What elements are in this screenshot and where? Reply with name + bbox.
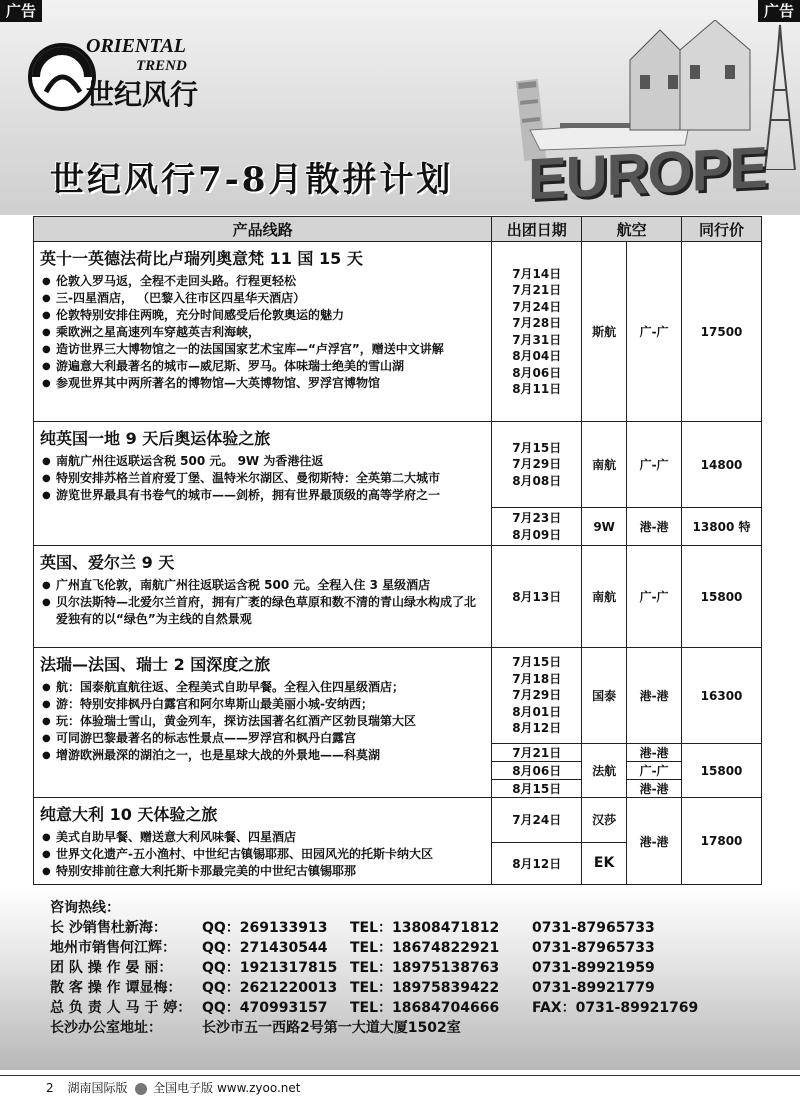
route-point: ● 伦敦特别安排住两晚，充分时间感受后伦敦奥运的魅力 [40, 307, 485, 324]
route-point: ● 游：特别安排枫丹白露宫和阿尔卑斯山最美丽小城-安纳西； [40, 696, 485, 713]
port: 广-广 [627, 422, 682, 508]
logo-text-trend: TREND [136, 58, 187, 74]
route-point: ● 三-四星酒店， （巴黎入往市区四星华天酒店） [40, 290, 485, 307]
site-link[interactable]: 全国电子版 www.zyoo.net [153, 1081, 301, 1095]
contact-qq: QQ：2621220013 [202, 980, 338, 996]
contact-phone: 0731-87965733 [532, 920, 655, 936]
header-date: 出团日期 [492, 217, 582, 242]
contact-tel: TEL：18684704666 [350, 1000, 500, 1016]
route-point: ● 乘欧洲之星高速列车穿越英吉利海峡， [40, 324, 485, 341]
port: 港-港 [627, 648, 682, 744]
route-title: 英十一英德法荷比卢瑞列奥意梵 11 国 15 天 [40, 249, 363, 268]
contact-heading: 咨询热线： [50, 900, 120, 916]
price: 17800 [682, 798, 762, 885]
price: 13800 特 [682, 508, 762, 546]
contact-tel: TEL：13808471812 [350, 920, 500, 936]
table-row [34, 798, 762, 843]
header-price: 同行价 [682, 217, 762, 242]
contact-qq: QQ：269133913 [202, 920, 328, 936]
departure-dates: 7月14日 7月21日 7月24日 7月28日 7月31日 8月04日 8月06日 8月11日 [492, 242, 582, 422]
edition-name: 湖南国际版 [67, 1081, 128, 1095]
departure-dates: 8月13日 [492, 546, 582, 648]
route-point: ● 伦敦入罗马返，全程不走回头路。行程更轻松 [40, 273, 485, 290]
route-title: 法瑞—法国、瑞士 2 国深度之旅 [40, 655, 271, 674]
contact-qq: QQ：271430544 [202, 940, 328, 956]
airline: 南航 [582, 422, 627, 508]
contact-row [50, 978, 750, 998]
route-point: ● 广州直飞伦敦，南航广州往返联运含税 500 元。全程入住 3 星级酒店 [40, 577, 485, 594]
table-row [34, 242, 762, 422]
route-point: ● 贝尔法斯特—北爱尔兰首府，拥有广袤的绿色草原和数不清的青山绿水构成了北爱独有的以“绿色”为主线的自然景观 [40, 594, 485, 628]
route-point: ● 南航广州往返联运含税 500 元。 9W 为香港往返 [40, 453, 485, 470]
table-header-row [34, 217, 762, 242]
header-airline: 航空 [582, 217, 682, 242]
port: 港-港 [627, 780, 682, 798]
contact-row [50, 918, 750, 938]
address: 长沙市五一西路2号第一大道大厦1502室 [202, 1020, 461, 1036]
route-point: ● 特别安排前往意大利托斯卡那最完美的中世纪古镇锡耶那 [40, 863, 485, 880]
contact-tel: TEL：18975839422 [350, 980, 500, 996]
route-cell [34, 546, 492, 648]
header-route: 产品线路 [34, 217, 492, 242]
price: 15800 [682, 546, 762, 648]
contact-tel: TEL：18674822921 [350, 940, 500, 956]
contact-name: 长 沙销售杜新海： [50, 920, 167, 936]
departure-date: 7月24日 [492, 798, 582, 843]
contact-phone: 0731-89921959 [532, 960, 655, 976]
contact-name: 地州市销售何江辉： [50, 940, 176, 956]
route-point: ● 游览世界最具有书卷气的城市——剑桥，拥有世界最顶级的高等学府之一 [40, 487, 485, 504]
contact-name: 散 客 操 作 谭显梅： [50, 980, 182, 996]
airline: EK [582, 842, 627, 885]
airline: 国泰 [582, 648, 627, 744]
page-footer [0, 1075, 800, 1101]
port: 港-港 [627, 744, 682, 762]
contact-phone: FAX：0731-89921769 [532, 1000, 699, 1016]
globe-icon [135, 1083, 147, 1095]
contact-qq: QQ：1921317815 [202, 960, 338, 976]
price: 16300 [682, 648, 762, 744]
address-label: 长沙办公室地址： [50, 1020, 162, 1036]
route-title: 纯意大利 10 天体验之旅 [40, 805, 218, 824]
route-point: ● 玩：体验瑞士雪山，黄金列车，探访法国著名红酒产区勃艮瑞第大区 [40, 713, 485, 730]
tour-schedule-table [33, 216, 762, 885]
port: 港-港 [627, 508, 682, 546]
route-cell [34, 422, 492, 546]
route-point: ● 可同游巴黎最著名的标志性景点——罗浮宫和枫丹白露宫 [40, 730, 485, 747]
route-point: ● 造访世界三大博物馆之一的法国国家艺术宝库—“卢浮宫”，赠送中文讲解 [40, 341, 485, 358]
address-row [50, 1018, 750, 1038]
route-point: ● 游遍意大利最著名的城市—威尼斯、罗马。体味瑞士绝美的雪山湖 [40, 358, 485, 375]
route-point: ● 增游欧洲最深的湖泊之一，也是星球大战的外景地——科莫湖 [40, 747, 485, 764]
contact-row [50, 938, 750, 958]
port: 港-港 [627, 798, 682, 885]
logo-text-chinese: 世纪风行 [86, 78, 199, 111]
port: 广-广 [627, 546, 682, 648]
departure-date: 8月06日 [492, 762, 582, 780]
europe-wordmark: EUROPE [528, 134, 767, 213]
page-title: 世纪风行7-8月散拼计划 [50, 160, 454, 200]
contact-qq: QQ：470993157 [202, 1000, 328, 1016]
departure-date: 8月12日 [492, 842, 582, 885]
ad-label-right: 广告 [758, 0, 800, 22]
page-number: 2 [46, 1081, 54, 1095]
route-point: ● 参观世界其中两所著名的博物馆—大英博物馆、罗浮宫博物馆 [40, 375, 485, 392]
contact-name: 总 负 责 人 马 于 婷： [50, 1000, 192, 1016]
airline: 汉莎 [582, 798, 627, 843]
header-banner [0, 0, 800, 215]
airline: 斯航 [582, 242, 627, 422]
departure-date: 8月15日 [492, 780, 582, 798]
airline: 法航 [582, 744, 627, 798]
airline: 9W [582, 508, 627, 546]
route-cell [34, 242, 492, 422]
departure-date: 7月21日 [492, 744, 582, 762]
contact-phone: 0731-87965733 [532, 940, 655, 956]
table-row [34, 648, 762, 744]
contact-tel: TEL：18975138763 [350, 960, 500, 976]
route-point: ● 美式自助早餐、赠送意大利风味餐、四星酒店 [40, 829, 485, 846]
port: 广-广 [627, 762, 682, 780]
route-cell [34, 798, 492, 885]
price: 17500 [682, 242, 762, 422]
oriental-trend-logo [24, 22, 224, 122]
table-row [34, 422, 762, 508]
airline: 南航 [582, 546, 627, 648]
contact-row [50, 998, 750, 1018]
route-point: ● 世界文化遗产-五小渔村、中世纪古镇锡耶那、田园风光的托斯卡纳大区 [40, 846, 485, 863]
price: 14800 [682, 422, 762, 508]
route-cell [34, 648, 492, 798]
port: 广-广 [627, 242, 682, 422]
price: 15800 [682, 744, 762, 798]
route-point: ● 特别安排苏格兰首府爱丁堡、温特米尔湖区、曼彻斯特：全英第二大城市 [40, 470, 485, 487]
departure-dates: 7月15日 7月29日 8月08日 [492, 422, 582, 508]
contact-phone: 0731-89921779 [532, 980, 655, 996]
contact-row [50, 958, 750, 978]
route-point: ● 航：国泰航直航往返、全程美式自助早餐。全程入住四星级酒店； [40, 679, 485, 696]
contact-name: 团 队 操 作 晏 丽： [50, 960, 173, 976]
departure-dates: 7月15日 7月18日 7月29日 8月01日 8月12日 [492, 648, 582, 744]
table-row [34, 546, 762, 648]
route-title: 英国、爱尔兰 9 天 [40, 553, 175, 572]
logo-text-oriental: ORIENTAL [86, 35, 187, 57]
departure-dates: 7月23日 8月09日 [492, 508, 582, 546]
route-title: 纯英国一地 9 天后奥运体验之旅 [40, 429, 271, 448]
ad-label-left: 广告 [0, 0, 42, 22]
contact-section [50, 898, 750, 1038]
